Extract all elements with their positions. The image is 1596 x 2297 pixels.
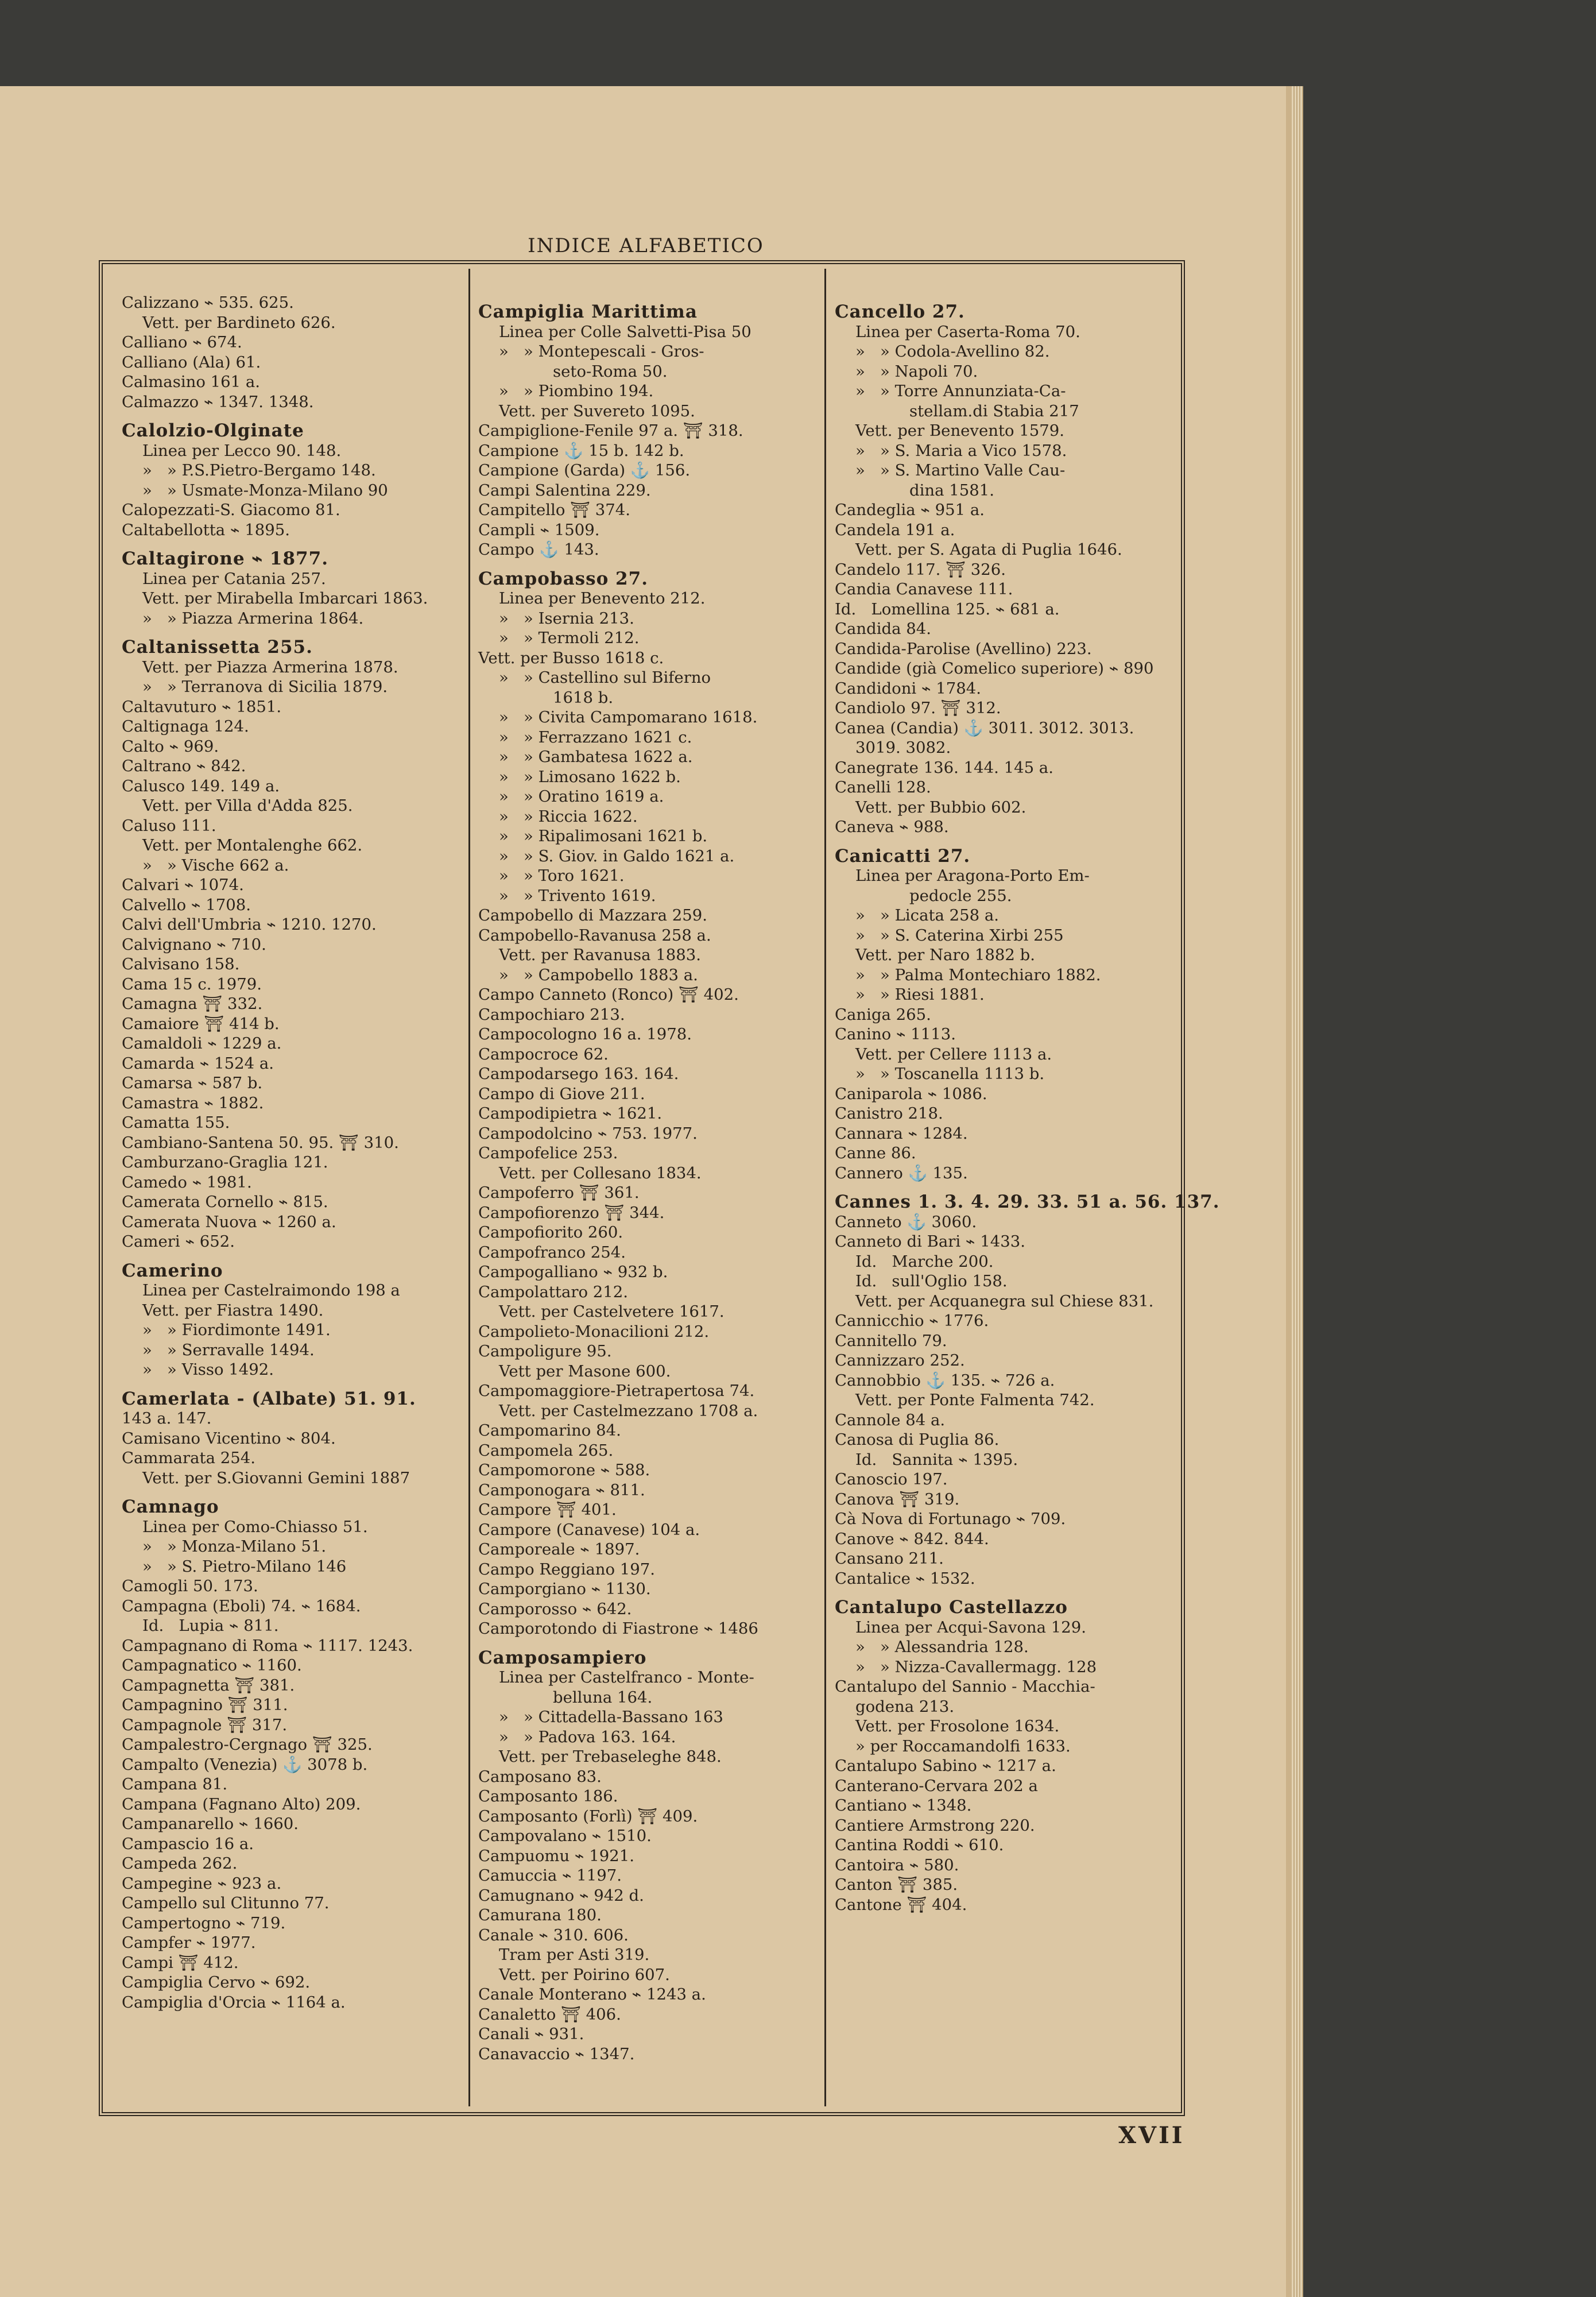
index-entry: Canea (Candia) ⚓ 3011. 3012. 3013. (835, 718, 1134, 737)
index-entry: Campovalano ⌁ 1510. (478, 1827, 652, 1845)
index-entry: Cà Nova di Fortunago ⌁ 709. (835, 1510, 1066, 1528)
index-column-1 (122, 293, 466, 2012)
index-entry: Canale Monterano ⌁ 1243 a. (478, 1985, 706, 2004)
index-entry: Candiolo 97. ⛩ 312. (835, 699, 1001, 717)
index-entry: Linea per Colle Salvetti-Pisa 50 (499, 322, 751, 341)
index-entry: Campoferro ⛩ 361. (478, 1184, 640, 1202)
index-entry: Campalestro-Cergnago ⛩ 325. (122, 1735, 373, 1754)
index-entry: Linea per Como-Chiasso 51. (142, 1517, 368, 1536)
index-entry: Camaiore ⛩ 414 b. (122, 1014, 280, 1033)
index-entry: Campodarsego 163. 164. (478, 1065, 679, 1083)
index-entry: Campitello ⛩ 374. (478, 501, 631, 519)
index-entry: Linea per Benevento 212. (499, 589, 706, 608)
index-entry: Canneto di Bari ⌁ 1433. (835, 1232, 1025, 1251)
index-entry: Campo di Giove 211. (478, 1084, 645, 1103)
index-entry: Campalto (Venezia) ⚓ 3078 b. (122, 1755, 368, 1774)
index-entry: Cantalice ⌁ 1532. (835, 1569, 975, 1588)
index-entry: Caltrano ⌁ 842. (122, 757, 246, 775)
index-entry: Calto ⌁ 969. (122, 737, 219, 756)
index-entry: Campertogno ⌁ 719. (122, 1913, 286, 1932)
index-entry: Vett. per Bubbio 602. (855, 798, 1026, 817)
index-entry: Campomarino 84. (478, 1421, 621, 1440)
index-entry: stellam.di Stabia 217 (909, 401, 1079, 420)
index-entry: Cantiere Armstrong 220. (835, 1816, 1035, 1835)
index-entry: Campofranco 254. (478, 1243, 626, 1262)
index-entry: Campobello-Ravanusa 258 a. (478, 926, 711, 945)
index-entry: » » Riccia 1622. (499, 807, 638, 826)
index-entry: Calliano ⌁ 674. (122, 333, 242, 351)
index-entry: Calmasino 161 a. (122, 373, 260, 391)
index-entry: Cannara ⌁ 1284. (835, 1124, 968, 1143)
index-entry: belluna 164. (553, 1688, 653, 1707)
index-entry: Camarsa ⌁ 587 b. (122, 1074, 263, 1092)
index-entry: » » Gambatesa 1622 a. (499, 748, 693, 766)
index-entry: Camponogara ⌁ 811. (478, 1480, 645, 1499)
index-entry: Vett. per Benevento 1579. (855, 421, 1065, 440)
index-entry: Canoscio 197. (835, 1470, 948, 1488)
index-entry: » » Napoli 70. (855, 362, 978, 381)
index-entry: Id. sull'Oglio 158. (855, 1272, 1008, 1290)
index-entry: Vett. per Cellere 1113 a. (855, 1045, 1052, 1064)
index-entry: Calusco 149. 149 a. (122, 776, 280, 795)
index-entry: Calvari ⌁ 1074. (122, 876, 244, 894)
index-entry: Campiglia Cervo ⌁ 692. (122, 1973, 311, 1991)
index-entry: Vett. per Bardineto 626. (142, 313, 336, 332)
index-entry: Vett. per Ponte Falmenta 742. (855, 1391, 1095, 1409)
index-entry: Campagnatico ⌁ 1160. (122, 1656, 302, 1675)
index-entry: Canali ⌁ 931. (478, 2025, 584, 2043)
index-entry: » » Limosano 1622 b. (499, 767, 681, 786)
index-entry: » » Serravalle 1494. (142, 1340, 315, 1359)
index-entry: » » Oratino 1619 a. (499, 787, 664, 806)
index-entry: Vett. per Mirabella Imbarcari 1863. (142, 589, 428, 608)
index-entry: Canove ⌁ 842. 844. (835, 1529, 989, 1548)
index-entry: Vett. per Naro 1882 b. (855, 946, 1035, 964)
index-entry: Caniparola ⌁ 1086. (835, 1084, 987, 1103)
index-entry: » » P.S.Pietro-Bergamo 148. (142, 461, 376, 479)
index-entry: 143 a. 147. (122, 1409, 212, 1428)
index-entry: » » Piazza Armerina 1864. (142, 609, 364, 628)
index-entry: » » S. Maria a Vico 1578. (855, 441, 1067, 460)
index-entry: Campodipietra ⌁ 1621. (478, 1104, 663, 1123)
index-entry: » » Monza-Milano 51. (142, 1537, 327, 1556)
index-entry: Linea per Catania 257. (142, 569, 326, 588)
index-entry: Candia Canavese 111. (835, 580, 1013, 598)
index-entry: Campione ⚓ 15 b. 142 b. (478, 441, 684, 460)
index-entry: Vett. per Piazza Armerina 1878. (142, 658, 398, 676)
index-entry: Campochiaro 213. (478, 1005, 625, 1024)
index-entry: » » S. Giov. in Galdo 1621 a. (499, 846, 735, 865)
index-entry: Candida-Parolise (Avellino) 223. (835, 639, 1092, 658)
index-entry: » » S. Martino Valle Cau- (855, 461, 1066, 479)
index-entry: Campoligure 95. (478, 1342, 612, 1360)
index-entry: » » Isernia 213. (499, 609, 634, 628)
index-entry: Vett. per S.Giovanni Gemini 1887 (142, 1468, 410, 1487)
index-entry: Campofiorito 260. (478, 1223, 623, 1242)
index-entry: Campomela 265. (478, 1441, 614, 1460)
index-entry: Campione (Garda) ⚓ 156. (478, 461, 691, 479)
index-entry: Cantalupo Sabino ⌁ 1217 a. (835, 1757, 1056, 1775)
index-entry: Campuomu ⌁ 1921. (478, 1846, 634, 1865)
index-entry: Id. Marche 200. (855, 1252, 994, 1271)
index-entry: Vett. per Collesano 1834. (499, 1163, 702, 1182)
column-divider (468, 269, 470, 2106)
index-entry: Caltavuturo ⌁ 1851. (122, 697, 282, 716)
index-entry: Caniga 265. (835, 1005, 931, 1024)
index-entry: Campana 81. (122, 1775, 228, 1793)
index-entry: Campanarello ⌁ 1660. (122, 1815, 299, 1833)
index-entry: Campolieto-Monacilioni 212. (478, 1322, 710, 1341)
index-entry: Cannitello 79. (835, 1331, 947, 1350)
index-entry: Canosa di Puglia 86. (835, 1430, 1000, 1449)
index-entry: » » Fiordimonte 1491. (142, 1321, 331, 1339)
index-entry: Cantiano ⌁ 1348. (835, 1796, 972, 1815)
index-entry: Canterano-Cervara 202 a (835, 1776, 1038, 1795)
index-entry: Campiglia d'Orcia ⌁ 1164 a. (122, 1993, 346, 2012)
index-heading: Calolzio-Olginate (122, 420, 304, 441)
index-entry: Campo Reggiano 197. (478, 1560, 656, 1579)
index-entry: Campi ⛩ 412. (122, 1953, 239, 1972)
index-entry: Campo Canneto (Ronco) ⛩ 402. (478, 985, 739, 1004)
index-entry: Id. Lupia ⌁ 811. (142, 1617, 279, 1635)
index-entry: » » Terranova di Sicilia 1879. (142, 678, 388, 696)
index-entry: » » Usmate-Monza-Milano 90 (142, 481, 388, 500)
index-entry: » » Cittadella-Bassano 163 (499, 1708, 723, 1726)
index-entry: 3019. 3082. (855, 738, 951, 757)
index-entry: Campore ⛩ 401. (478, 1501, 617, 1519)
index-entry: Calvello ⌁ 1708. (122, 895, 251, 914)
index-entry: Cannizzaro 252. (835, 1351, 965, 1370)
index-entry: Cantoira ⌁ 580. (835, 1855, 959, 1874)
index-entry: pedocle 255. (909, 886, 1012, 905)
index-entry: Calopezzati-S. Giacomo 81. (122, 501, 340, 519)
index-entry: Cantalupo del Sannio - Macchia- (835, 1677, 1095, 1696)
index-entry: Campli ⌁ 1509. (478, 520, 600, 539)
index-entry: Canaletto ⛩ 406. (478, 2005, 621, 2024)
index-entry: Candida 84. (835, 620, 932, 638)
index-entry: Caneva ⌁ 988. (835, 818, 949, 836)
index-entry: » » Palma Montechiaro 1882. (855, 965, 1101, 984)
index-entry: » per Roccamandolfi 1633. (855, 1737, 1071, 1755)
index-entry: Camporosso ⌁ 642. (478, 1599, 632, 1618)
index-heading: Camnago (122, 1496, 219, 1517)
index-entry: Camposano 83. (478, 1767, 602, 1786)
index-entry: Canavaccio ⌁ 1347. (478, 2044, 635, 2063)
index-entry: Campana (Fagnano Alto) 209. (122, 1795, 361, 1813)
index-entry: Vett. per Suvereto 1095. (499, 401, 695, 420)
index-entry: Camposanto 186. (478, 1787, 618, 1805)
index-entry: Id. Lomellina 125. ⌁ 681 a. (835, 600, 1060, 618)
index-entry: Campagnole ⛩ 317. (122, 1715, 288, 1734)
index-entry: Linea per Lecco 90. 148. (142, 441, 342, 460)
index-entry: Camerata Cornello ⌁ 815. (122, 1193, 328, 1211)
index-entry: » » Toro 1621. (499, 867, 625, 885)
index-heading: Canicatti 27. (835, 845, 971, 867)
index-heading: Cannes 1. 3. 4. 29. 33. 51 a. 56. 137. (835, 1192, 1220, 1212)
index-entry: Linea per Acqui-Savona 129. (855, 1618, 1087, 1637)
page-header: INDICE ALFABETICO (528, 234, 764, 257)
index-entry: Canistro 218. (835, 1104, 943, 1123)
index-entry: Cantina Roddi ⌁ 610. (835, 1836, 1004, 1854)
page-edge (1292, 86, 1303, 2297)
index-entry: Candeglia ⌁ 951 a. (835, 501, 985, 519)
index-entry: Camaldoli ⌁ 1229 a. (122, 1034, 282, 1053)
index-entry: Campore (Canavese) 104 a. (478, 1520, 700, 1539)
index-entry: Canino ⌁ 1113. (835, 1025, 956, 1043)
index-entry: Linea per Castelfranco - Monte- (499, 1668, 754, 1687)
index-entry: Campo ⚓ 143. (478, 540, 599, 559)
index-entry: Campello sul Clitunno 77. (122, 1894, 330, 1912)
index-entry: Vett. per Villa d'Adda 825. (142, 796, 353, 815)
index-entry: » » Civita Campomarano 1618. (499, 708, 758, 726)
index-entry: Campi Salentina 229. (478, 481, 651, 500)
index-entry: Calliano (Ala) 61. (122, 353, 261, 372)
index-heading: Caltanissetta 255. (122, 637, 313, 658)
index-entry: Cammarata 254. (122, 1449, 255, 1467)
index-entry: Camedo ⌁ 1981. (122, 1173, 252, 1192)
index-entry: Camogli 50. 173. (122, 1577, 258, 1595)
index-entry: » » Nizza-Cavallermagg. 128 (855, 1657, 1097, 1676)
index-entry: Canne 86. (835, 1144, 916, 1162)
index-entry: Campagna (Eboli) 74. ⌁ 1684. (122, 1596, 361, 1615)
index-heading: Caltagirone ⌁ 1877. (122, 548, 328, 569)
index-entry: Vett. per Montalenghe 662. (142, 836, 363, 854)
index-entry: » » Visso 1492. (142, 1360, 274, 1379)
index-entry: Calizzano ⌁ 535. 625. (122, 293, 294, 312)
index-entry: Campeda 262. (122, 1854, 238, 1873)
index-entry: » » Vische 662 a. (142, 856, 289, 875)
index-entry: Vett. per Castelmezzano 1708 a. (499, 1401, 758, 1420)
index-entry: Vett. per Trebaseleghe 848. (499, 1747, 722, 1766)
index-entry: Camagna ⛩ 332. (122, 995, 263, 1013)
index-entry: Vett. per Poirino 607. (499, 1965, 670, 1984)
index-entry: » » Padova 163. 164. (499, 1727, 676, 1746)
index-entry: Candelo 117. ⛩ 326. (835, 560, 1006, 579)
index-entry: » » Alessandria 128. (855, 1638, 1029, 1656)
index-entry: Camporeale ⌁ 1897. (478, 1540, 640, 1559)
index-entry: Calvi dell'Umbria ⌁ 1210. 1270. (122, 915, 377, 934)
index-entry: godena 213. (855, 1697, 955, 1716)
index-entry: Id. Sannita ⌁ 1395. (855, 1450, 1018, 1469)
index-heading: Cantalupo Castellazzo (835, 1597, 1068, 1618)
index-entry: » » Torre Annunziata-Ca- (855, 382, 1066, 400)
index-heading: Campiglia Marittima (478, 301, 698, 322)
index-entry: Canton ⛩ 385. (835, 1876, 958, 1894)
index-entry: » » Codola-Avellino 82. (855, 342, 1050, 361)
index-entry: Campascio 16 a. (122, 1834, 254, 1853)
index-entry: Camarda ⌁ 1524 a. (122, 1054, 274, 1073)
index-entry: Linea per Caserta-Roma 70. (855, 322, 1080, 341)
index-entry: Vett. per Frosolone 1634. (855, 1717, 1060, 1735)
index-entry: Cannicchio ⌁ 1776. (835, 1312, 989, 1330)
index-entry: » » Montepescali - Gros- (499, 342, 704, 361)
index-entry: Campomaggiore-Pietrapertosa 74. (478, 1382, 755, 1400)
index-entry: Candela 191 a. (835, 520, 955, 539)
index-entry: Campagnetta ⛩ 381. (122, 1676, 295, 1695)
index-entry: » » Ferrazzano 1621 c. (499, 728, 692, 747)
index-entry: Vett. per Ravanusa 1883. (499, 946, 702, 964)
index-entry: » » Licata 258 a. (855, 906, 1000, 925)
index-entry: Camurana 180. (478, 1906, 602, 1924)
index-entry: » » Riesi 1881. (855, 985, 985, 1004)
index-entry: Campofelice 253. (478, 1144, 618, 1162)
index-entry: Cambiano-Santena 50. 95. ⛩ 310. (122, 1133, 399, 1152)
index-entry: Campagnano di Roma ⌁ 1117. 1243. (122, 1636, 413, 1655)
index-heading: Camerino (122, 1260, 223, 1281)
index-entry: » » S. Caterina Xirbi 255 (855, 926, 1064, 945)
index-entry: Cama 15 c. 1979. (122, 975, 262, 993)
column-divider (824, 269, 826, 2106)
index-entry: Caltabellotta ⌁ 1895. (122, 520, 290, 539)
index-entry: Cantone ⛩ 404. (835, 1895, 967, 1914)
index-entry: Campegine ⌁ 923 a. (122, 1874, 282, 1893)
index-entry: Vett. per Busso 1618 c. (478, 648, 664, 667)
index-entry: dina 1581. (909, 481, 994, 500)
index-entry: Campomorone ⌁ 588. (478, 1461, 650, 1479)
index-entry: Camporotondo di Fiastrone ⌁ 1486 (478, 1619, 758, 1638)
index-heading: Campobasso 27. (478, 568, 648, 589)
index-entry: Canegrate 136. 144. 145 a. (835, 758, 1053, 777)
index-entry: Calmazzo ⌁ 1347. 1348. (122, 392, 314, 411)
index-entry: Candidoni ⌁ 1784. (835, 679, 981, 698)
index-entry: Candide (già Comelico superiore) ⌁ 890 (835, 659, 1154, 678)
index-entry: Cannole 84 a. (835, 1410, 946, 1429)
index-entry: Cannobbio ⚓ 135. ⌁ 726 a. (835, 1371, 1055, 1390)
index-entry: Campfer ⌁ 1977. (122, 1933, 256, 1952)
index-entry: Calvignano ⌁ 710. (122, 935, 266, 954)
index-entry: Vett. per Acquanegra sul Chiese 831. (855, 1291, 1154, 1310)
index-entry: Camerata Nuova ⌁ 1260 a. (122, 1212, 336, 1231)
index-heading: Cancello 27. (835, 301, 965, 322)
index-entry: Cannero ⚓ 135. (835, 1163, 968, 1182)
index-entry: Canale ⌁ 310. 606. (478, 1925, 629, 1944)
index-entry: Campolattaro 212. (478, 1282, 629, 1301)
index-entry: Caltignaga 124. (122, 717, 249, 736)
index-entry: Campobello di Mazzara 259. (478, 906, 708, 925)
index-column-3 (835, 293, 1220, 1915)
index-entry: Vett. per Castelvetere 1617. (499, 1302, 725, 1321)
page-number: XVII (1118, 2122, 1185, 2149)
index-entry: » » S. Pietro-Milano 146 (142, 1557, 347, 1576)
index-entry: » » Toscanella 1113 b. (855, 1065, 1045, 1083)
index-entry: » » Campobello 1883 a. (499, 965, 698, 984)
index-entry: Camugnano ⌁ 942 d. (478, 1886, 644, 1905)
index-entry: Camastra ⌁ 1882. (122, 1093, 264, 1112)
index-entry: Campagnino ⛩ 311. (122, 1696, 288, 1714)
index-entry: Calvisano 158. (122, 955, 240, 973)
index-entry: » » Trivento 1619. (499, 886, 656, 905)
index-entry: seto-Roma 50. (553, 362, 668, 381)
index-entry: Campocroce 62. (478, 1045, 609, 1064)
index-entry: 1618 b. (553, 688, 614, 707)
index-entry: Campogalliano ⌁ 932 b. (478, 1263, 668, 1281)
index-entry: Campocologno 16 a. 1978. (478, 1025, 692, 1043)
index-entry: » » Ripalimosani 1621 b. (499, 827, 708, 845)
index-entry: Linea per Aragona-Porto Em- (855, 867, 1090, 885)
index-entry: Camatta 155. (122, 1113, 230, 1132)
index-entry: Canova ⛩ 319. (835, 1490, 960, 1509)
index-entry: Vett per Masone 600. (499, 1362, 671, 1380)
index-entry: Canneto ⚓ 3060. (835, 1212, 977, 1231)
index-entry: Caluso 111. (122, 816, 216, 835)
index-entry: Vett. per Fiastra 1490. (142, 1301, 324, 1320)
index-entry: Camburzano-Graglia 121. (122, 1153, 328, 1171)
index-entry: Campiglione-Fenile 97 a. ⛩ 318. (478, 421, 743, 440)
index-entry: » » Termoli 212. (499, 629, 640, 647)
index-entry: Camuccia ⌁ 1197. (478, 1866, 622, 1885)
index-heading: Camposampiero (478, 1647, 647, 1668)
index-entry: Tram per Asti 319. (499, 1946, 650, 1964)
index-entry: Camposanto (Forlì) ⛩ 409. (478, 1807, 698, 1826)
index-entry: Canelli 128. (835, 778, 931, 796)
index-entry: » » Castellino sul Biferno (499, 668, 711, 687)
index-entry: Vett. per S. Agata di Puglia 1646. (855, 540, 1122, 559)
index-entry: Camporgiano ⌁ 1130. (478, 1580, 651, 1598)
index-entry: Campodolcino ⌁ 753. 1977. (478, 1124, 698, 1143)
index-heading: Camerlata - (Albate) 51. 91. (122, 1388, 416, 1409)
index-entry: Linea per Castelraimondo 198 a (142, 1281, 400, 1300)
index-entry: Campofiorenzo ⛩ 344. (478, 1203, 665, 1222)
index-entry: Camisano Vicentino ⌁ 804. (122, 1429, 336, 1448)
index-entry: Cameri ⌁ 652. (122, 1232, 235, 1251)
index-column-2 (478, 293, 823, 2064)
index-entry: » » Piombino 194. (499, 382, 654, 400)
index-entry: Cansano 211. (835, 1549, 944, 1568)
